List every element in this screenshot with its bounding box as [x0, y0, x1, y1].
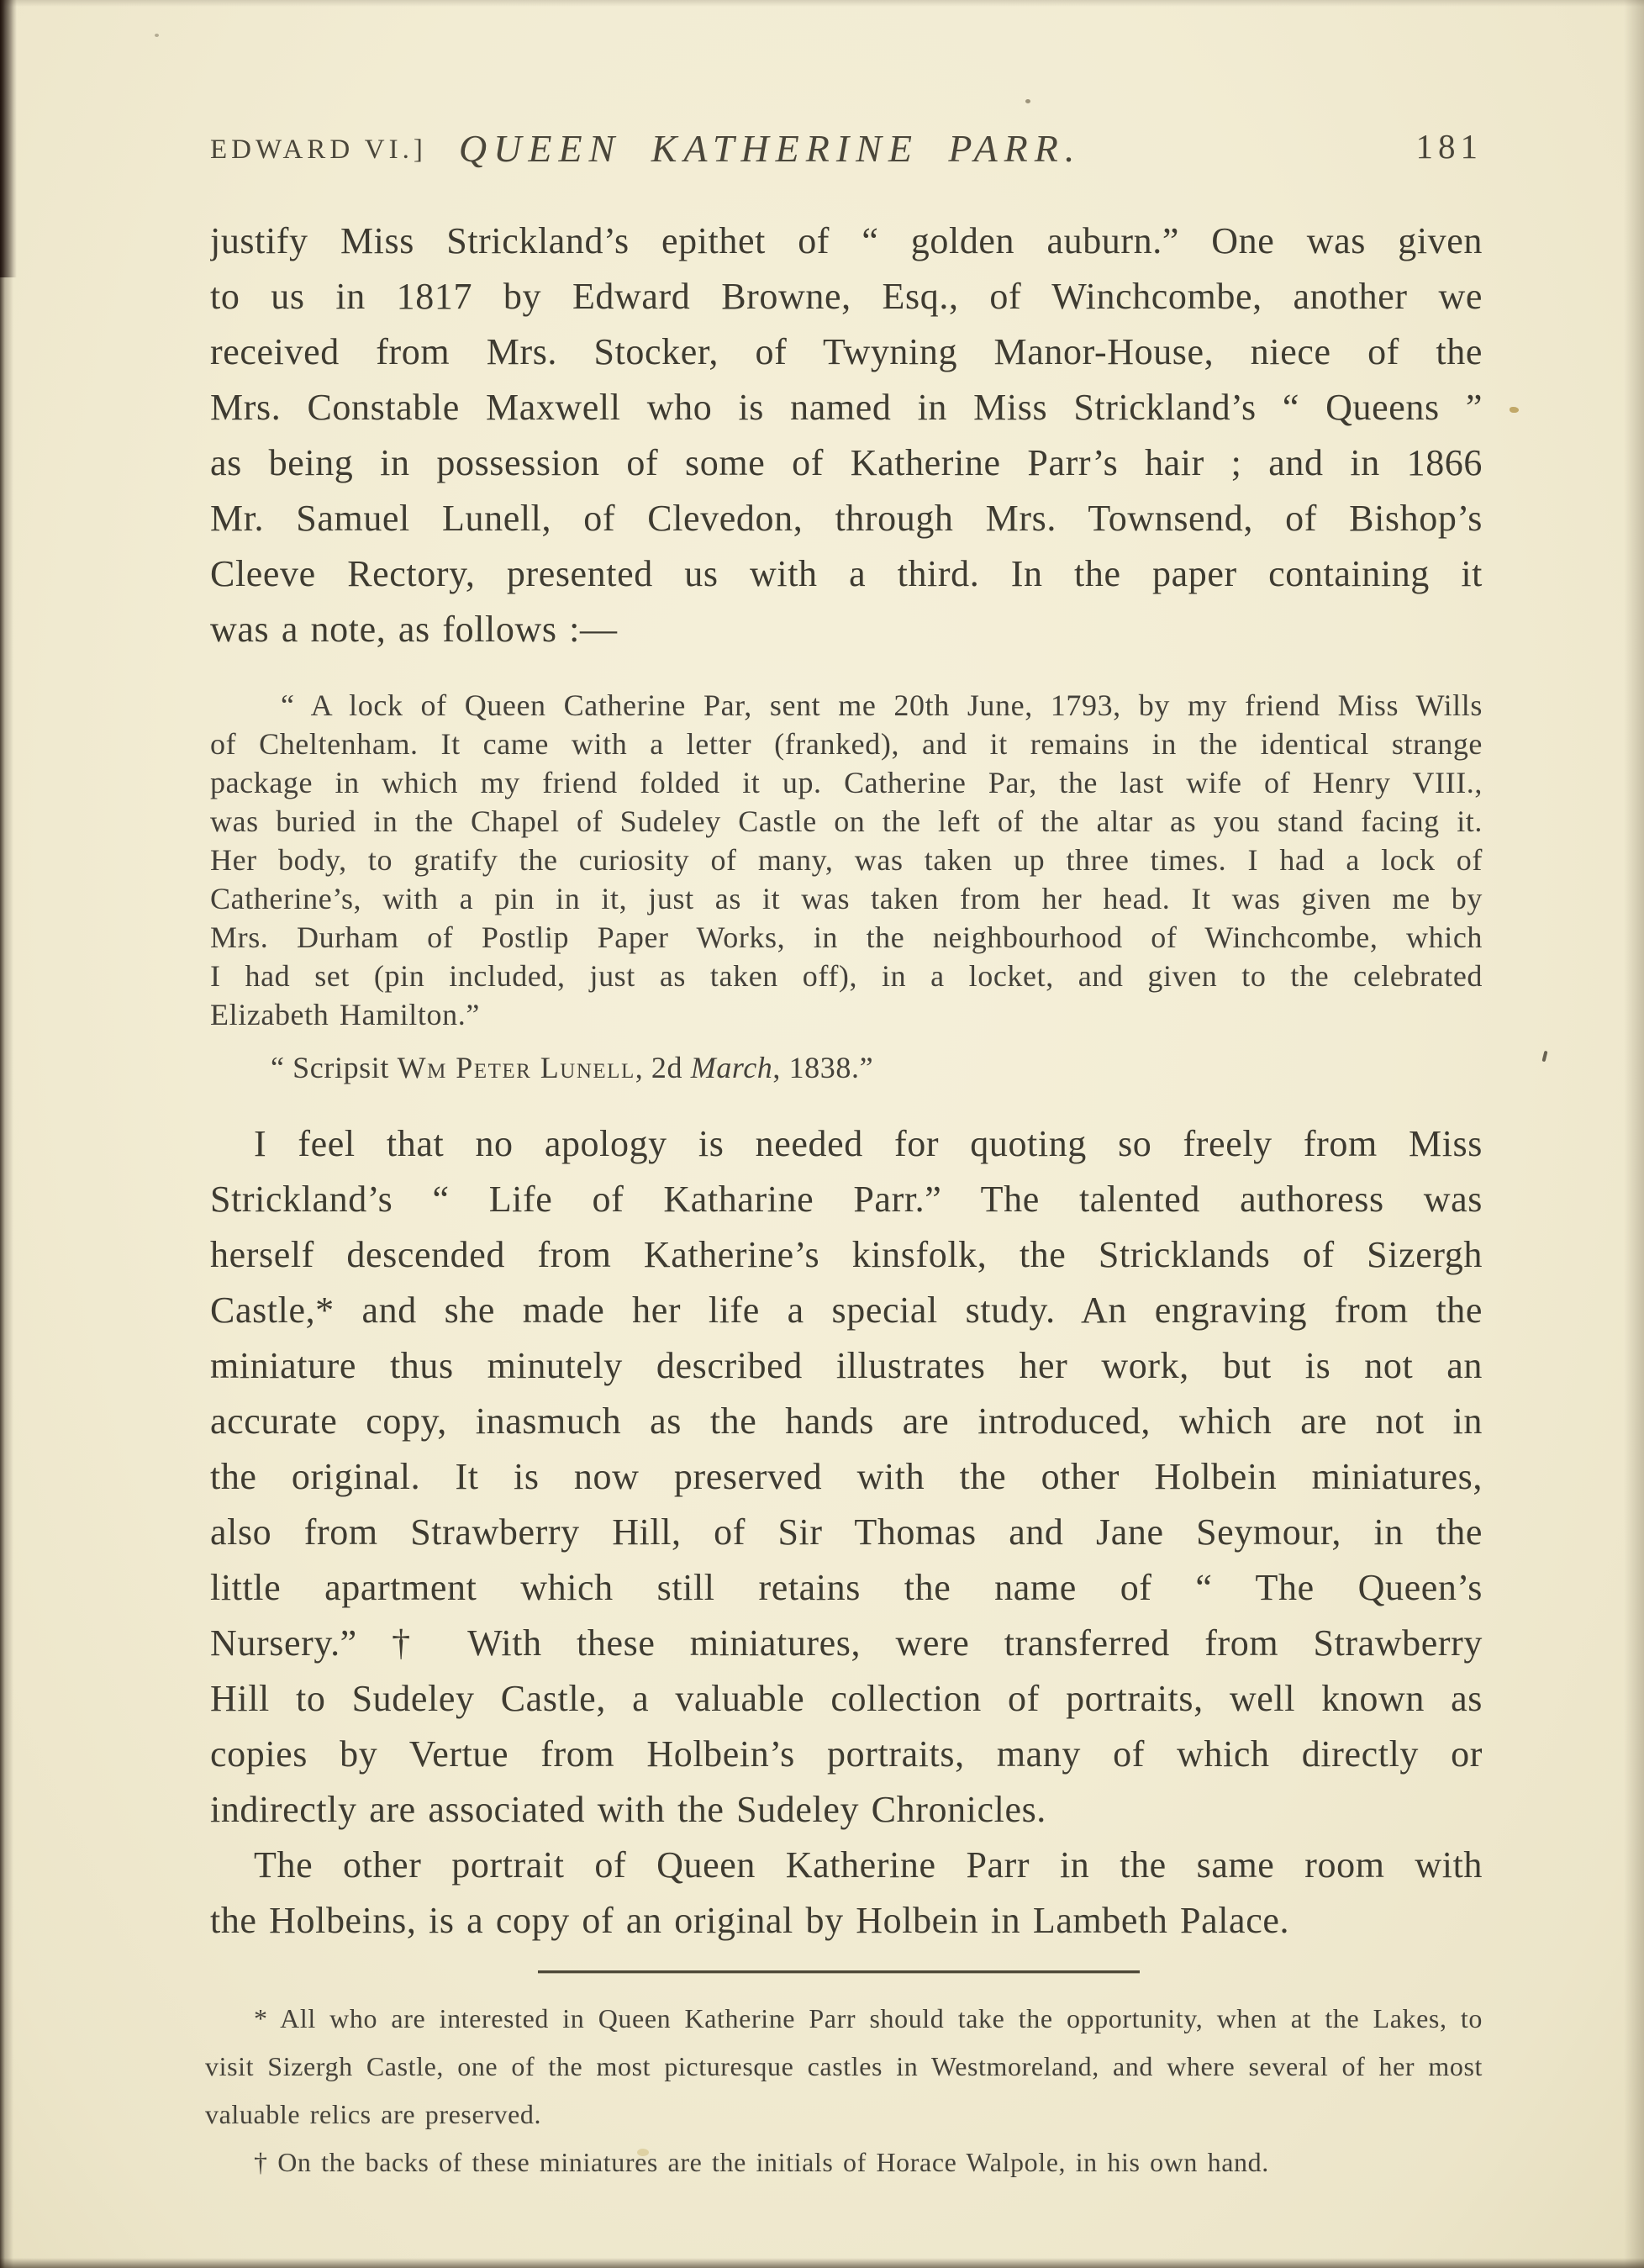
footnote-2 — [205, 2139, 1483, 2186]
text-line: of Cheltenham. It came with a letter (franked), and it remains in the identical strange — [210, 727, 1483, 761]
page-number: 181 — [1415, 127, 1483, 166]
text-line: package in which my friend folded it up. Catherine Par, the last wife of Henry VIII., — [210, 766, 1483, 799]
text-line: the original. It is now preserved with the other Holbein miniatures, — [210, 1456, 1483, 1497]
text-line: to us in 1817 by Edward Browne, Esq., of Winchcombe, another we — [210, 276, 1483, 317]
page-edge-bottom — [0, 2256, 1644, 2268]
text-line: the Holbeins, is a copy of an original by Holbein in Lambeth Palace. — [210, 1900, 1290, 1941]
paragraph-3 — [210, 1838, 1483, 1949]
text-line: also from Strawberry Hill, of Sir Thomas and Jane Seymour, in the — [210, 1511, 1483, 1553]
text-line: The other portrait of Queen Katherine Parr in the same room with — [254, 1844, 1483, 1886]
text-line: visit Sizergh Castle, one of the most picturesque castles in Westmoreland, and where several of her most — [205, 2051, 1483, 2081]
text-line: valuable relics are preserved. — [205, 2099, 542, 2129]
attribution-open: “ Scripsit — [271, 1051, 398, 1084]
text-line: was a note, as follows :— — [210, 609, 618, 650]
footnote-1 — [205, 1995, 1483, 2139]
text-line: miniature thus minutely described illustrates her work, but is not an — [210, 1345, 1483, 1386]
text-line: Castle,* and she made her life a special study. An engraving from the — [210, 1290, 1483, 1331]
attribution-month: March — [690, 1051, 773, 1084]
text-line: “ A lock of Queen Catherine Par, sent me 20th June, 1793, by my friend Miss Wills — [281, 688, 1483, 722]
text-line: Her body, to gratify the curiosity of many, was taken up three times. I had a lock of — [210, 843, 1483, 877]
text-line: Mrs. Durham of Postlip Paper Works, in the neighbourhood of Winchcombe, which — [210, 920, 1483, 954]
text-line: † On the backs of these miniatures are the initials of Horace Walpole, in his own hand. — [254, 2147, 1269, 2177]
text-line: Hill to Sudeley Castle, a valuable collection of portraits, well known as — [210, 1678, 1483, 1719]
paragraph-2 — [210, 1116, 1483, 1838]
text-line: I feel that no apology is needed for quoting so freely from Miss — [254, 1123, 1483, 1164]
running-head-title: QUEEN KATHERINE PARR. — [458, 127, 1082, 170]
text-line: Strickland’s “ Life of Katharine Parr.” The talented authoress was — [210, 1179, 1483, 1220]
quoted-note — [210, 686, 1483, 1034]
running-head — [210, 126, 1483, 170]
text-line: * All who are interested in Queen Katherine Parr should take the opportunity, when at the Lakes, to — [254, 2003, 1483, 2033]
text-line: Elizabeth Hamilton.” — [210, 998, 480, 1031]
footnote-rule — [538, 1970, 1140, 1973]
running-head-left: EDWARD VI.] — [210, 134, 427, 165]
text-line: was buried in the Chapel of Sudeley Castle on the left of the altar as you stand facing it. — [210, 804, 1483, 838]
text-line: justify Miss Strickland’s epithet of “ golden auburn.” One was given — [210, 220, 1483, 261]
attribution-close: , 1838.” — [772, 1051, 874, 1084]
text-line: received from Mrs. Stocker, of Twyning Manor-House, niece of the — [210, 331, 1483, 372]
text-line: I had set (pin included, just as taken off), in a locket, and given to the celebrated — [210, 959, 1483, 993]
text-line: Mr. Samuel Lunell, of Clevedon, through Mrs. Townsend, of Bishop’s — [210, 498, 1483, 539]
text-line: as being in possession of some of Katherine Parr’s hair ; and in 1866 — [210, 442, 1483, 483]
text-line: Cleeve Rectory, presented us with a third. In the paper containing it — [210, 553, 1483, 594]
text-line: accurate copy, inasmuch as the hands are introduced, which are not in — [210, 1400, 1483, 1442]
text-line: Nursery.” † With these miniatures, were transferred from Strawberry — [210, 1622, 1483, 1664]
footnotes — [205, 1995, 1483, 2186]
text-line: little apartment which still retains the name of “ The Queen’s — [210, 1567, 1483, 1608]
quote-attribution — [210, 1047, 1483, 1088]
paragraph-1 — [210, 214, 1483, 657]
attribution-mid: , 2d — [635, 1051, 691, 1084]
text-line: copies by Vertue from Holbein’s portraits, many of which directly or — [210, 1733, 1483, 1775]
text-line: Catherine’s, with a pin in it, just as it was taken from her head. It was given me by — [210, 882, 1483, 915]
text-line: Mrs. Constable Maxwell who is named in Miss Strickland’s “ Queens ” — [210, 387, 1483, 428]
text-line: indirectly are associated with the Sudeley Chronicles. — [210, 1789, 1046, 1830]
text-line: herself descended from Katherine’s kinsfolk, the Stricklands of Sizergh — [210, 1234, 1483, 1275]
attribution-name: Wm Peter Lunell — [397, 1051, 635, 1084]
